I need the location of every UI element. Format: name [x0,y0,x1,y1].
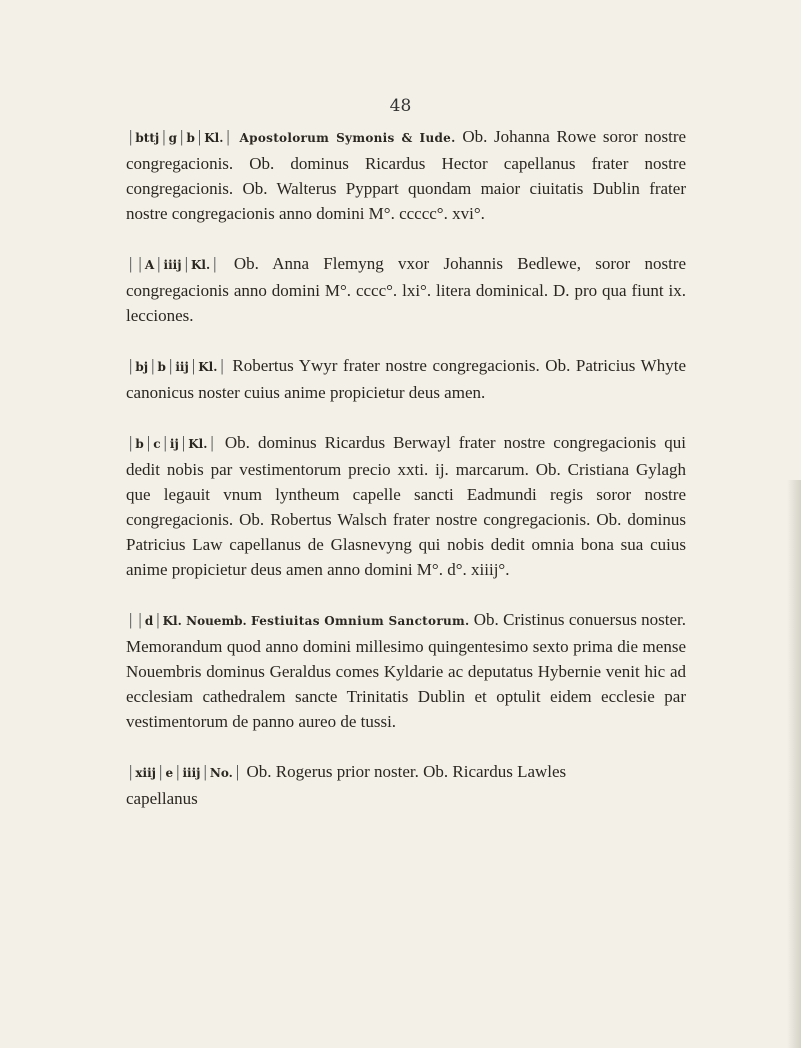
golden-number: xiij [135,766,157,780]
calendar-entries [126,124,686,836]
day-count: iiij [182,766,201,780]
entry-text: Ob. Cristinus conuersus noster. Memorandum quod anno domini millesimo quingentesimo sexto prima die mense Nouembris dominus Geraldus comes Kyldarie ac deputatus Hybernie venit hic ad ecclesiam cathedralem sancte Trinitatis Dublin et optulit eidem ecclesie par vestimentorum de panno aureo de tussi. [126,610,687,731]
day-count: iij [175,360,189,374]
kalends-mark: Kl. [162,614,182,628]
golden-number: bj [135,360,149,374]
page-edge-shadow [787,480,801,1048]
feast-heading: Apostolorum Symonis & Iude. [239,131,456,145]
calendar-entry: | xiij | e | iiij | No. | Ob. Rogerus prior noster. Ob. Ricardus Lawles capellanus [126,759,686,811]
entry-text-continuation: capellanus [126,789,198,808]
calendar-entry: | bttj | g | b | Kl. | Apostolorum Symonis & Iude. Ob. Johanna Rowe soror nostre congregacionis. Ob. dominus Ricardus Hector capellanus frater nostre congregacionis. Ob. Walterus Pyppart quondam maior ciuitatis Dublin frater nostre congregacionis anno domini M°. ccccc°. xvi°. [126,127,687,223]
dominical-letter: e [165,766,174,780]
feast-heading: Festiuitas Omnium Sanctorum. [251,614,470,628]
day-count: iiij [163,258,182,272]
calendar-entry: | | d | Kl. Nouemb. Festiuitas Omnium Sanctorum. Ob. Cristinus conuersus noster. Memorandum quod anno domini millesimo quingentesimo sexto prima die mense Nouembris dominus Geraldus comes Kyldarie ac deputatus Hybernie venit hic ad ecclesiam cathedralem sancte Trinitatis Dublin et optulit eidem ecclesie par vestimentorum de panno aureo de tussi. [126,610,687,731]
golden-number: b [135,437,144,451]
entry-text: Ob. dominus Ricardus Berwayl frater nostre congregacionis qui dedit nobis par vestimentorum precio xxti. ij. marcarum. Ob. Cristiana Gylagh que legauit vnum lyntheum capelle sancti Eadmundi regis soror nostre congregacionis. Ob. Robertus Walsch frater nostre congregacionis. Ob. dominus Patricius Law capellanus de Glasnevyng qui nobis dedit omnia bona sua cuius anime propicietur deus amen anno domini M°. d°. xiiij°. [126,433,686,579]
kalends-mark: Kl. [198,360,218,374]
dominical-letter: d [144,614,154,628]
golden-number: bttj [135,131,160,145]
page-number: 48 [389,96,412,116]
dominical-letter: c [153,437,161,451]
dominical-letter: A [144,258,155,272]
month-name: Nouemb. [186,614,247,628]
kalends-mark: Kl. [204,131,224,145]
kalends-mark: Kl. [190,258,211,272]
entry-text: Robertus Ywyr frater nostre congregacionis. Ob. Patricius Whyte canonicus noster cuius anime propicietur deus amen. [126,356,686,402]
entry-text: Ob. Johanna Rowe soror nostre congregacionis. Ob. dominus Ricardus Hector capellanus frater nostre congregacionis. Ob. Walterus Pyppart quondam maior ciuitatis Dublin frater nostre congregacionis anno domini M°. ccccc°. xvi°. [126,127,687,223]
day-count: b [186,131,195,145]
day-count: ij [169,437,179,451]
dominical-letter: g [168,131,178,145]
dominical-letter: b [157,360,166,374]
calendar-entry: | | A | iiij | Kl. | Ob. Anna Flemyng vxor Johannis Bedlewe, soror nostre congregacionis anno domini M°. cccc°. lxi°. litera dominical. D. pro qua fiunt ix. lecciones. [126,254,686,325]
entry-text: Ob. Anna Flemyng vxor Johannis Bedlewe, soror nostre congregacionis anno domini M°. cccc°. lxi°. litera dominical. D. pro qua fiunt ix. lecciones. [126,254,686,325]
calendar-entry: | b | c | ij | Kl. | Ob. dominus Ricardus Berwayl frater nostre congregacionis qui dedit nobis par vestimentorum precio xxti. ij. marcarum. Ob. Cristiana Gylagh que legauit vnum lyntheum capelle sancti Eadmundi regis soror nostre congregacionis. Ob. Robertus Walsch frater nostre congregacionis. Ob. dominus Patricius Law capellanus de Glasnevyng qui nobis dedit omnia bona sua cuius anime propicietur deus amen anno domini M°. d°. xiiij°. [126,433,686,579]
entry-text: Ob. Rogerus prior noster. Ob. Ricardus Lawles [246,762,567,781]
kalends-mark: Kl. [188,437,208,451]
calendar-entry: | bj | b | iij | Kl. | Robertus Ywyr frater nostre congregacionis. Ob. Patricius Whyte canonicus noster cuius anime propicietur deus amen. [126,356,686,402]
nones-mark: No. [209,766,233,780]
